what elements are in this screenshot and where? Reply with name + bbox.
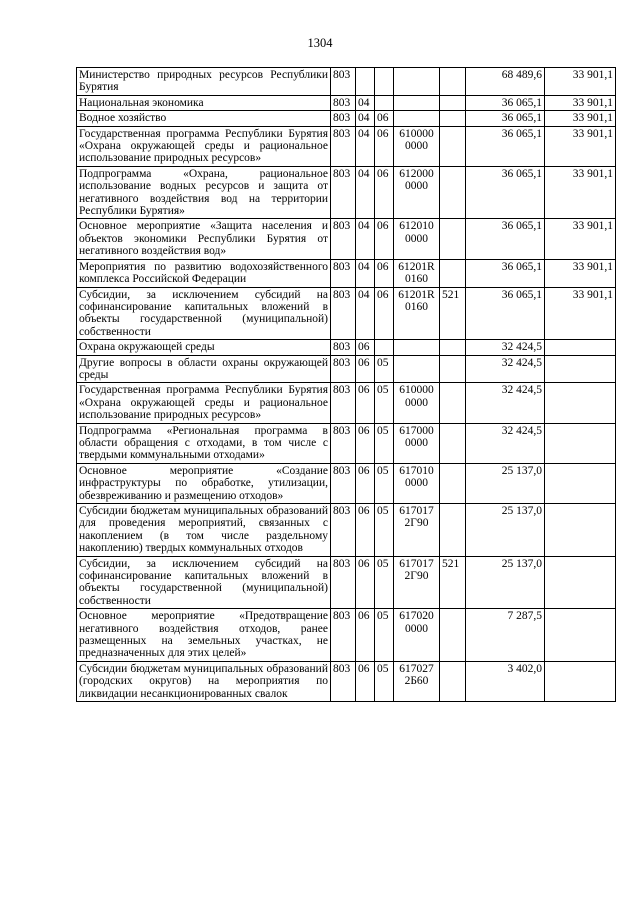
target-article-cell: 617027 2Б60: [394, 661, 440, 701]
amount-second-cell: [545, 340, 616, 355]
amount-cell: 32 424,5: [466, 355, 545, 383]
target-article-cell: 617020 0000: [394, 609, 440, 662]
subsection-code-cell: 06: [375, 126, 394, 166]
section-code-cell: 06: [356, 556, 375, 609]
section-code-cell: 06: [356, 340, 375, 355]
section-code-cell: 06: [356, 504, 375, 557]
target-article-cell: 617000 0000: [394, 423, 440, 463]
amount-second-cell: [545, 556, 616, 609]
row-name-cell: Мероприятия по развитию водохозяйственного комплекса Российской Федерации: [77, 259, 331, 287]
amount-second-cell: 33 901,1: [545, 95, 616, 110]
table-row: [77, 383, 616, 423]
amount-cell: 32 424,5: [466, 340, 545, 355]
subsection-code-cell: 05: [375, 463, 394, 503]
amount-cell: 25 137,0: [466, 556, 545, 609]
amount-cell: 3 402,0: [466, 661, 545, 701]
amount-second-cell: [545, 355, 616, 383]
row-name-cell: Субсидии, за исключением субсидий на софинансирование капитальных вложений в объекты государственной (муниципальной) собственности: [77, 287, 331, 340]
row-name-cell: Водное хозяйство: [77, 111, 331, 126]
subsection-code-cell: 05: [375, 355, 394, 383]
amount-second-cell: [545, 423, 616, 463]
amount-cell: 32 424,5: [466, 423, 545, 463]
target-article-cell: 612000 0000: [394, 166, 440, 219]
table-row: [77, 423, 616, 463]
page-number: 1304: [307, 36, 333, 50]
target-article-cell: 617017 2Г90: [394, 556, 440, 609]
ministry-code-cell: 803: [331, 609, 356, 662]
row-name-cell: Подпрограмма «Охрана, рациональное использование водных ресурсов и защита от негативного воздействия вод на территории Республики Бурятия»: [77, 166, 331, 219]
section-code-cell: 06: [356, 423, 375, 463]
section-code-cell: 04: [356, 287, 375, 340]
ministry-code-cell: 803: [331, 423, 356, 463]
subsection-code-cell: 05: [375, 383, 394, 423]
row-name-cell: Подпрограмма «Региональная программа в области обращения с отходами, в том числе с твердыми коммунальными отходами»: [77, 423, 331, 463]
expense-type-cell: 521: [440, 287, 466, 340]
amount-cell: 36 065,1: [466, 95, 545, 110]
subsection-code-cell: 05: [375, 556, 394, 609]
row-name-cell: Основное мероприятие «Защита населения и объектов экономики Республики Бурятия от негативного воздействия вод»: [77, 219, 331, 259]
expense-type-cell: [440, 259, 466, 287]
expense-type-cell: [440, 219, 466, 259]
ministry-code-cell: 803: [331, 95, 356, 110]
expense-type-cell: [440, 126, 466, 166]
target-article-cell: 61201R 0160: [394, 287, 440, 340]
table-row: [77, 609, 616, 662]
section-code-cell: 04: [356, 95, 375, 110]
ministry-code-cell: 803: [331, 126, 356, 166]
ministry-code-cell: 803: [331, 259, 356, 287]
ministry-code-cell: 803: [331, 504, 356, 557]
expense-type-cell: [440, 463, 466, 503]
expense-type-cell: [440, 504, 466, 557]
budget-table: [76, 67, 616, 702]
table-row: [77, 166, 616, 219]
target-article-cell: [394, 68, 440, 96]
section-code-cell: 06: [356, 609, 375, 662]
amount-cell: 36 065,1: [466, 166, 545, 219]
section-code-cell: 04: [356, 126, 375, 166]
amount-cell: 32 424,5: [466, 383, 545, 423]
target-article-cell: [394, 340, 440, 355]
table-row: [77, 287, 616, 340]
target-article-cell: 610000 0000: [394, 126, 440, 166]
row-name-cell: Основное мероприятие «Создание инфраструктуры по обработке, утилизации, обезвреживанию и размещению отходов»: [77, 463, 331, 503]
subsection-code-cell: 05: [375, 423, 394, 463]
amount-cell: 25 137,0: [466, 504, 545, 557]
row-name-cell: Субсидии бюджетам муниципальных образований для проведения мероприятий, связанных с накоплением (в том числе раздельному накоплению) твердых коммунальных отходов: [77, 504, 331, 557]
expense-type-cell: [440, 68, 466, 96]
ministry-code-cell: 803: [331, 219, 356, 259]
amount-second-cell: [545, 383, 616, 423]
ministry-code-cell: 803: [331, 68, 356, 96]
row-name-cell: Субсидии бюджетам муниципальных образований (городских округов) на мероприятия по ликвидации несанкционированных свалок: [77, 661, 331, 701]
target-article-cell: 612010 0000: [394, 219, 440, 259]
ministry-code-cell: 803: [331, 111, 356, 126]
expense-type-cell: [440, 383, 466, 423]
expense-type-cell: 521: [440, 556, 466, 609]
ministry-code-cell: 803: [331, 556, 356, 609]
section-code-cell: 04: [356, 166, 375, 219]
amount-second-cell: [545, 463, 616, 503]
table-row: [77, 504, 616, 557]
expense-type-cell: [440, 423, 466, 463]
target-article-cell: 617017 2Г90: [394, 504, 440, 557]
amount-cell: 36 065,1: [466, 259, 545, 287]
expense-type-cell: [440, 111, 466, 126]
expense-type-cell: [440, 609, 466, 662]
table-row: [77, 556, 616, 609]
section-code-cell: [356, 68, 375, 96]
subsection-code-cell: [375, 340, 394, 355]
target-article-cell: [394, 95, 440, 110]
ministry-code-cell: 803: [331, 287, 356, 340]
target-article-cell: [394, 355, 440, 383]
target-article-cell: 617010 0000: [394, 463, 440, 503]
amount-second-cell: 33 901,1: [545, 219, 616, 259]
subsection-code-cell: 06: [375, 259, 394, 287]
table-row: [77, 661, 616, 701]
amount-cell: 36 065,1: [466, 287, 545, 340]
subsection-code-cell: [375, 95, 394, 110]
subsection-code-cell: [375, 68, 394, 96]
expense-type-cell: [440, 661, 466, 701]
ministry-code-cell: 803: [331, 166, 356, 219]
ministry-code-cell: 803: [331, 463, 356, 503]
ministry-code-cell: 803: [331, 661, 356, 701]
row-name-cell: Национальная экономика: [77, 95, 331, 110]
amount-second-cell: 33 901,1: [545, 259, 616, 287]
target-article-cell: 610000 0000: [394, 383, 440, 423]
expense-type-cell: [440, 355, 466, 383]
ministry-code-cell: 803: [331, 355, 356, 383]
amount-second-cell: 33 901,1: [545, 166, 616, 219]
table-row: [77, 111, 616, 126]
amount-cell: 68 489,6: [466, 68, 545, 96]
amount-cell: 7 287,5: [466, 609, 545, 662]
row-name-cell: Основное мероприятие «Предотвращение негативного воздействия отходов, ранее размещенных на земельных участках, не предназначенных для этих целей»: [77, 609, 331, 662]
amount-second-cell: 33 901,1: [545, 68, 616, 96]
row-name-cell: Субсидии, за исключением субсидий на софинансирование капитальных вложений в объекты государственной (муниципальной) собственности: [77, 556, 331, 609]
amount-cell: 36 065,1: [466, 111, 545, 126]
table-row: [77, 463, 616, 503]
subsection-code-cell: 06: [375, 219, 394, 259]
table-row: [77, 355, 616, 383]
amount-second-cell: [545, 609, 616, 662]
amount-second-cell: 33 901,1: [545, 111, 616, 126]
row-name-cell: Министерство природных ресурсов Республики Бурятия: [77, 68, 331, 96]
table-row: [77, 259, 616, 287]
section-code-cell: 06: [356, 383, 375, 423]
amount-cell: 36 065,1: [466, 219, 545, 259]
amount-second-cell: 33 901,1: [545, 126, 616, 166]
section-code-cell: 04: [356, 111, 375, 126]
table-row: [77, 340, 616, 355]
expense-type-cell: [440, 95, 466, 110]
section-code-cell: 04: [356, 219, 375, 259]
amount-cell: 36 065,1: [466, 126, 545, 166]
section-code-cell: 04: [356, 259, 375, 287]
table-row: [77, 95, 616, 110]
target-article-cell: 61201R 0160: [394, 259, 440, 287]
expense-type-cell: [440, 340, 466, 355]
amount-second-cell: [545, 504, 616, 557]
budget-table-body: [77, 68, 616, 702]
subsection-code-cell: 06: [375, 287, 394, 340]
subsection-code-cell: 05: [375, 609, 394, 662]
row-name-cell: Охрана окружающей среды: [77, 340, 331, 355]
amount-cell: 25 137,0: [466, 463, 545, 503]
subsection-code-cell: 06: [375, 111, 394, 126]
section-code-cell: 06: [356, 355, 375, 383]
ministry-code-cell: 803: [331, 340, 356, 355]
amount-second-cell: [545, 661, 616, 701]
section-code-cell: 06: [356, 661, 375, 701]
subsection-code-cell: 05: [375, 504, 394, 557]
subsection-code-cell: 05: [375, 661, 394, 701]
subsection-code-cell: 06: [375, 166, 394, 219]
row-name-cell: Государственная программа Республики Бурятия «Охрана окружающей среды и рациональное использование природных ресурсов»: [77, 126, 331, 166]
row-name-cell: Другие вопросы в области охраны окружающей среды: [77, 355, 331, 383]
table-row: [77, 219, 616, 259]
table-row: [77, 68, 616, 96]
amount-second-cell: 33 901,1: [545, 287, 616, 340]
table-row: [77, 126, 616, 166]
expense-type-cell: [440, 166, 466, 219]
ministry-code-cell: 803: [331, 383, 356, 423]
row-name-cell: Государственная программа Республики Бурятия «Охрана окружающей среды и рациональное использование природных ресурсов»: [77, 383, 331, 423]
section-code-cell: 06: [356, 463, 375, 503]
target-article-cell: [394, 111, 440, 126]
